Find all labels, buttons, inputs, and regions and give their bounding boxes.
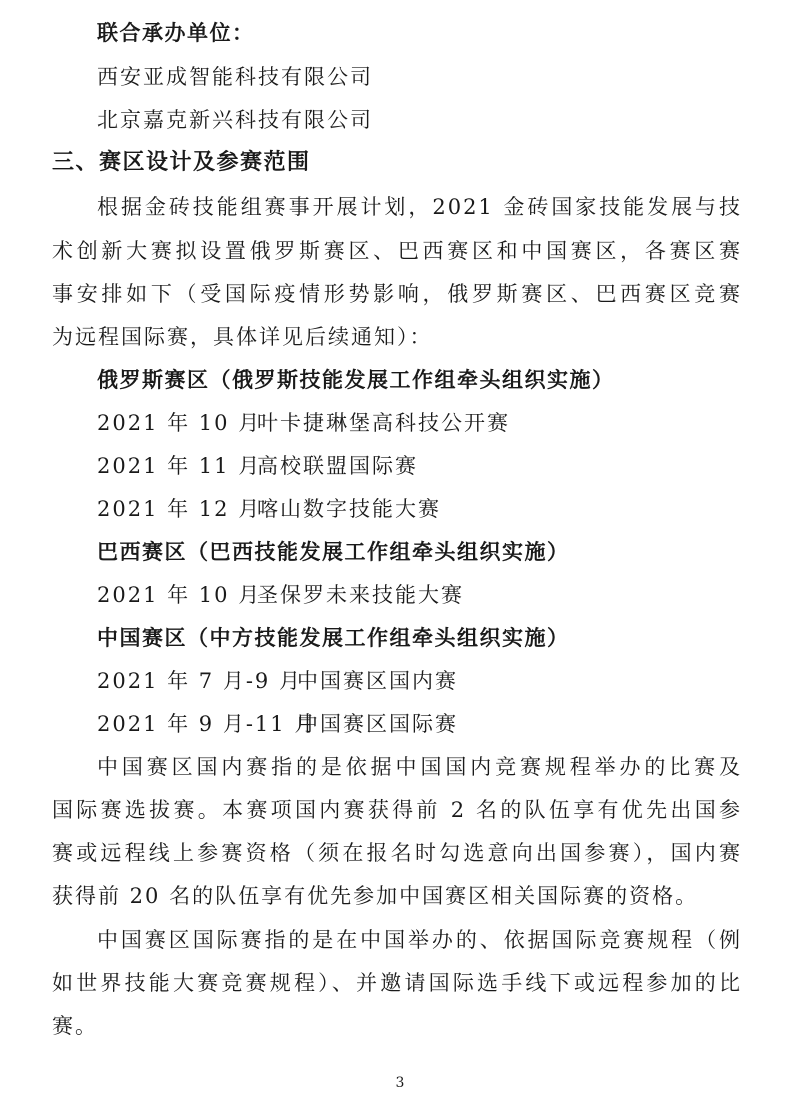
domestic-paragraph-line: 赛或远程线上参赛资格（须在报名时勾选意向出国参赛），国内赛 xyxy=(52,841,742,865)
schedule-date: 2021 年 9 月-11 月 xyxy=(97,712,318,736)
organizer-item: 西安亚成智能科技有限公司 xyxy=(97,65,373,89)
schedule-date: 2021 年 12 月 xyxy=(97,497,262,521)
schedule-item xyxy=(97,451,418,481)
section-title: 三、赛区设计及参赛范围 xyxy=(52,150,311,175)
international-paragraph-line: 如世界技能大赛竞赛规程）、并邀请国际选手线下或远程参加的比 xyxy=(52,971,742,995)
intro-line: 为远程国际赛，具体详见后续通知）： xyxy=(52,325,433,349)
domestic-paragraph-line: 中国赛区国内赛指的是依据中国国内竞赛规程举办的比赛及 xyxy=(97,755,742,779)
schedule-event: 高校联盟国际赛 xyxy=(257,454,418,478)
schedule-item xyxy=(97,580,464,610)
region-heading-brazil: 巴西赛区（巴西技能发展工作组牵头组织实施） xyxy=(97,540,570,564)
schedule-item xyxy=(97,494,441,524)
organizers-heading: 联合承办单位： xyxy=(97,21,255,45)
schedule-event: 叶卡捷琳堡高科技公开赛 xyxy=(257,411,510,435)
schedule-date: 2021 年 11 月 xyxy=(97,454,262,478)
schedule-event: 喀山数字技能大赛 xyxy=(257,497,441,521)
international-paragraph-line: 中国赛区国际赛指的是在中国举办的、依据国际竞赛规程（例 xyxy=(97,928,742,952)
region-heading-china: 中国赛区（中方技能发展工作组牵头组织实施） xyxy=(97,626,570,650)
region-heading-russia: 俄罗斯赛区（俄罗斯技能发展工作组牵头组织实施） xyxy=(97,368,615,392)
schedule-date: 2021 年 10 月 xyxy=(97,583,262,607)
schedule-date: 2021 年 10 月 xyxy=(97,411,262,435)
domestic-paragraph-line: 国际赛选拔赛。本赛项国内赛获得前 2 名的队伍享有优先出国参 xyxy=(52,798,742,822)
intro-line: 事安排如下（受国际疫情形势影响，俄罗斯赛区、巴西赛区竞赛 xyxy=(52,282,742,306)
schedule-item xyxy=(97,709,458,739)
page-number: 3 xyxy=(395,1075,405,1091)
intro-line: 术创新大赛拟设置俄罗斯赛区、巴西赛区和中国赛区，各赛区赛 xyxy=(52,239,742,263)
international-paragraph-line: 赛。 xyxy=(52,1014,98,1038)
schedule-event: 中国赛区国际赛 xyxy=(297,712,458,736)
schedule-date: 2021 年 7 月-9 月 xyxy=(97,669,302,693)
domestic-paragraph-line: 获得前 20 名的队伍享有优先参加中国赛区相关国际赛的资格。 xyxy=(52,884,699,908)
schedule-event: 圣保罗未来技能大赛 xyxy=(257,583,464,607)
schedule-item xyxy=(97,666,458,696)
schedule-event: 中国赛区国内赛 xyxy=(297,669,458,693)
intro-line: 根据金砖技能组赛事开展计划，2021 金砖国家技能发展与技 xyxy=(97,195,742,219)
schedule-item xyxy=(97,408,510,438)
organizer-item: 北京嘉克新兴科技有限公司 xyxy=(97,108,373,132)
